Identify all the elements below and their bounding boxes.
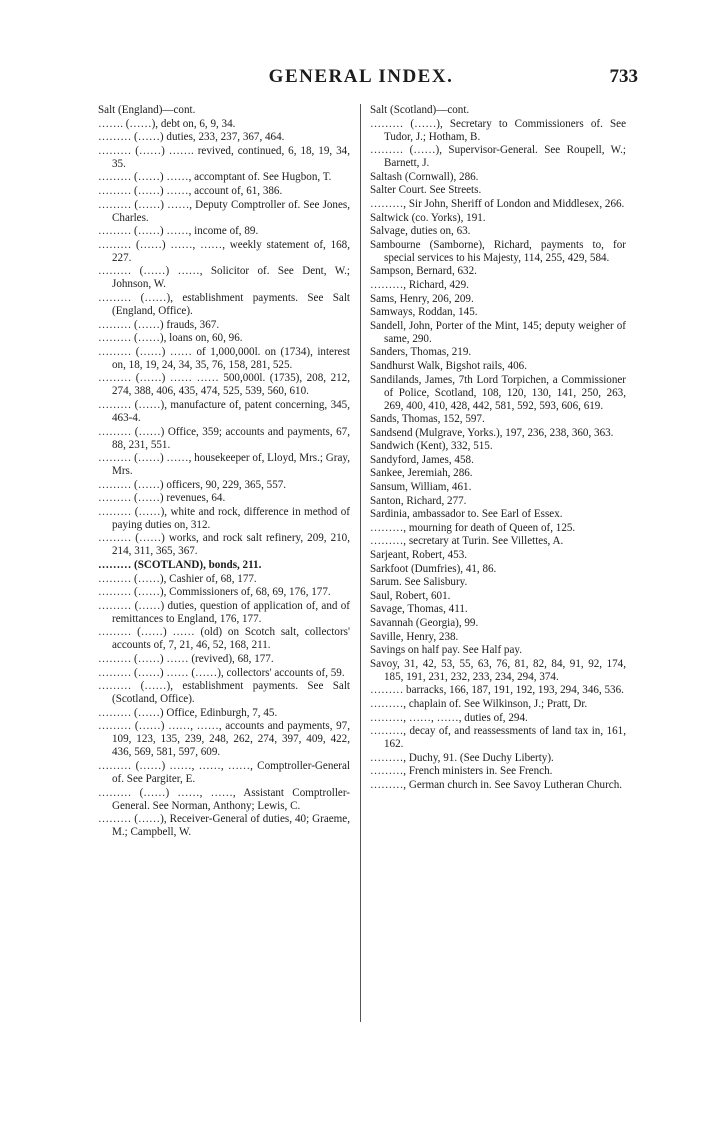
page-number: 733 bbox=[609, 66, 638, 87]
index-entry: ……… (……), Commissioners of, 68, 69, 176, 177. bbox=[98, 586, 331, 599]
index-entry: Salt (Scotland)—cont. bbox=[370, 104, 470, 116]
index-entry: Sandhurst Walk, Bigshot rails, 406. bbox=[370, 359, 527, 372]
index-entry: Sands, Thomas, 152, 597. bbox=[370, 413, 485, 426]
index-entry: ……… (……) …… (old) on Scotch salt, collectors' accounts of, 7, 21, 46, 52, 168, 211. bbox=[98, 626, 350, 652]
index-entry: Savings on half pay. See Half pay. bbox=[370, 644, 522, 657]
page-header bbox=[0, 66, 722, 96]
index-entry: Sarjeant, Robert, 453. bbox=[370, 549, 468, 562]
index-entry: ……… (……) ……, ……, ……, Comptroller-General of. See Pargiter, E. bbox=[98, 760, 350, 785]
index-entry: ……… (……) ……, ……, Assistant Comptroller-General. See Norman, Anthony; Lewis, C. bbox=[98, 786, 350, 812]
index-entry: ……… (……) ……, ……, weekly statement of, 168, 227. bbox=[98, 238, 350, 264]
index-entry: ……… (……) ……, Deputy Comptroller of. See Jones, Charles. bbox=[98, 198, 350, 224]
index-entry: ……… (……) …… (revived), 68, 177. bbox=[98, 653, 274, 666]
index-entry: ……… (……) Office, Edinburgh, 7, 45. bbox=[98, 706, 278, 719]
index-entry: Salt (England)—cont. bbox=[98, 104, 196, 116]
index-entry: ……… (……), manufacture of, patent concerning, 345, 463-4. bbox=[98, 398, 350, 424]
index-entry: ……… (……), Receiver-General of duties, 40; Graeme, M.; Campbell, W. bbox=[98, 813, 350, 839]
index-entry: ……… (……) revenues, 64. bbox=[98, 492, 226, 505]
index-entry: ……… (……) ……, account of, 61, 386. bbox=[98, 184, 283, 197]
index-entry: ……… (……) frauds, 367. bbox=[98, 318, 220, 331]
right-column bbox=[370, 104, 626, 793]
index-entry: ……… (……) duties, question of application of, and of remittances to England, 176, 177. bbox=[98, 599, 350, 625]
index-entry: Savoy, 31, 42, 53, 55, 63, 76, 81, 82, 84, 91, 92, 174, 185, 191, 231, 232, 233, 234, 294, 374. bbox=[370, 657, 626, 683]
column-divider bbox=[360, 104, 361, 1022]
index-entry: ……… (……) …… (……), collectors' accounts of, 59. bbox=[98, 666, 345, 679]
index-entry: ………, secretary at Turin. See Villettes, A. bbox=[370, 535, 564, 548]
index-entry: Savannah (Georgia), 99. bbox=[370, 617, 479, 629]
index-entry: Sansum, William, 461. bbox=[370, 481, 472, 494]
index-entry: ……… (……) ……, Solicitor of. See Dent, W.; Johnson, W. bbox=[98, 265, 350, 291]
index-entry: Sams, Henry, 206, 209. bbox=[370, 292, 474, 305]
index-entry: ……… (SCOTLAND), bonds, 211. bbox=[98, 559, 262, 572]
index-entry: Sandsend (Mulgrave, Yorks.), 197, 236, 238, 360, 363. bbox=[370, 426, 614, 439]
index-entry: Saltwick (co. Yorks), 191. bbox=[370, 211, 486, 224]
index-entry: Sarkfoot (Dumfries), 41, 86. bbox=[370, 562, 497, 575]
index-entry: Sandyford, James, 458. bbox=[370, 453, 474, 466]
index-entry: ……… (……) ……, accomptant of. See Hugbon, T. bbox=[98, 171, 332, 184]
index-entry: ………, ……, ……, duties of, 294. bbox=[370, 711, 528, 724]
index-entry: ……… barracks, 166, 187, 191, 192, 193, 294, 346, 536. bbox=[370, 684, 624, 697]
index-entry: ……… (……), establishment payments. See Salt (England, Office). bbox=[98, 291, 350, 317]
index-entry: ……… (……) ……, income of, 89. bbox=[98, 225, 259, 238]
index-entry: Salvage, duties on, 63. bbox=[370, 225, 471, 238]
index-entry: ……… (……) ……. revived, continued, 6, 18, 19, 34, 35. bbox=[98, 144, 350, 170]
index-entry: ………, chaplain of. See Wilkinson, J.; Pratt, Dr. bbox=[370, 697, 588, 710]
index-entry: Salter Court. See Streets. bbox=[370, 184, 482, 197]
index-entry: ……… (……) ……, ……, accounts and payments, 97, 109, 123, 135, 239, 248, 262, 274, 397, 409, 422, 436, 569, 581, 597, 609. bbox=[98, 720, 350, 759]
index-entry: ……… (……), Cashier of, 68, 177. bbox=[98, 572, 257, 585]
index-entry: ………, Richard, 429. bbox=[370, 278, 469, 291]
left-column bbox=[98, 104, 350, 840]
index-entry: Sampson, Bernard, 632. bbox=[370, 265, 477, 278]
page-title: GENERAL INDEX. bbox=[268, 66, 454, 87]
index-entry: ……… (……), Supervisor-General. See Roupell, W.; Barnett, J. bbox=[370, 144, 626, 170]
index-entry: ……… (……), Secretary to Commissioners of. See Tudor, J.; Hotham, B. bbox=[370, 117, 626, 143]
index-entry: Sambourne (Samborne), Richard, payments to, for special services to his Majesty, 114, 255, 429, 584. bbox=[370, 238, 626, 264]
index-entry: Sanders, Thomas, 219. bbox=[370, 346, 472, 359]
index-entry: ……… (……), loans on, 60, 96. bbox=[98, 332, 243, 345]
index-entry: Sardinia, ambassador to. See Earl of Essex. bbox=[370, 508, 563, 521]
index-entry: ………, Sir John, Sheriff of London and Middlesex, 266. bbox=[370, 197, 625, 210]
index-entry: ……… (……) Office, 359; accounts and payments, 67, 88, 231, 551. bbox=[98, 425, 350, 451]
index-entry: Sarum. See Salisbury. bbox=[370, 576, 468, 589]
index-entry: ………, French ministers in. See French. bbox=[370, 765, 553, 778]
index-entry: Savage, Thomas, 411. bbox=[370, 603, 468, 616]
index-entry: ………, decay of, and reassessments of land tax in, 161, 162. bbox=[370, 725, 626, 751]
index-entry: ……… (……), establishment payments. See Salt (Scotland, Office). bbox=[98, 680, 350, 706]
index-entry: Samways, Roddan, 145. bbox=[370, 306, 478, 319]
index-entry: ……… (……) officers, 90, 229, 365, 557. bbox=[98, 478, 287, 491]
index-entry: Saul, Robert, 601. bbox=[370, 589, 451, 602]
index-entry: Sandilands, James, 7th Lord Torpichen, a Commissioner of Police, Scotland, 108, 120, 130, 141, 250, 263, 269, 400, 410, 428, 442, 581, 592, 593, 606, 619. bbox=[370, 373, 626, 412]
index-entry: ……… (……) …… …… 500,000l. (1735), 208, 212, 274, 388, 406, 435, 474, 525, 539, 560, 610. bbox=[98, 372, 350, 398]
index-entry: ……… (……) …… of 1,000,000l. on (1734), interest on, 18, 19, 24, 34, 35, 76, 158, 281, 525. bbox=[98, 345, 350, 371]
index-entry: Santon, Richard, 277. bbox=[370, 494, 467, 507]
index-entry: ……… (……) ……, housekeeper of, Lloyd, Mrs.; Gray, Mrs. bbox=[98, 452, 350, 478]
index-entry: ……… (……) works, and rock salt refinery, 209, 210, 214, 311, 365, 367. bbox=[98, 532, 350, 558]
index-entry: Sandell, John, Porter of the Mint, 145; deputy weigher of same, 290. bbox=[370, 319, 626, 345]
index-entry: ………, Duchy, 91. (See Duchy Liberty). bbox=[370, 751, 554, 764]
index-entry: ………, German church in. See Savoy Lutheran Church. bbox=[370, 778, 623, 791]
index-entry: ………, mourning for death of Queen of, 125. bbox=[370, 521, 576, 534]
index-entry: Sankee, Jeremiah, 286. bbox=[370, 467, 473, 480]
index-entry: ……… (……), white and rock, difference in method of paying duties on, 312. bbox=[98, 505, 350, 531]
index-entry: Saville, Henry, 238. bbox=[370, 630, 459, 643]
index-entry: ……. (……), debt on, 6, 9, 34. bbox=[98, 117, 236, 130]
index-entry: Saltash (Cornwall), 286. bbox=[370, 170, 479, 183]
index-entry: Sandwich (Kent), 332, 515. bbox=[370, 440, 493, 453]
index-entry: ……… (……) duties, 233, 237, 367, 464. bbox=[98, 131, 285, 144]
